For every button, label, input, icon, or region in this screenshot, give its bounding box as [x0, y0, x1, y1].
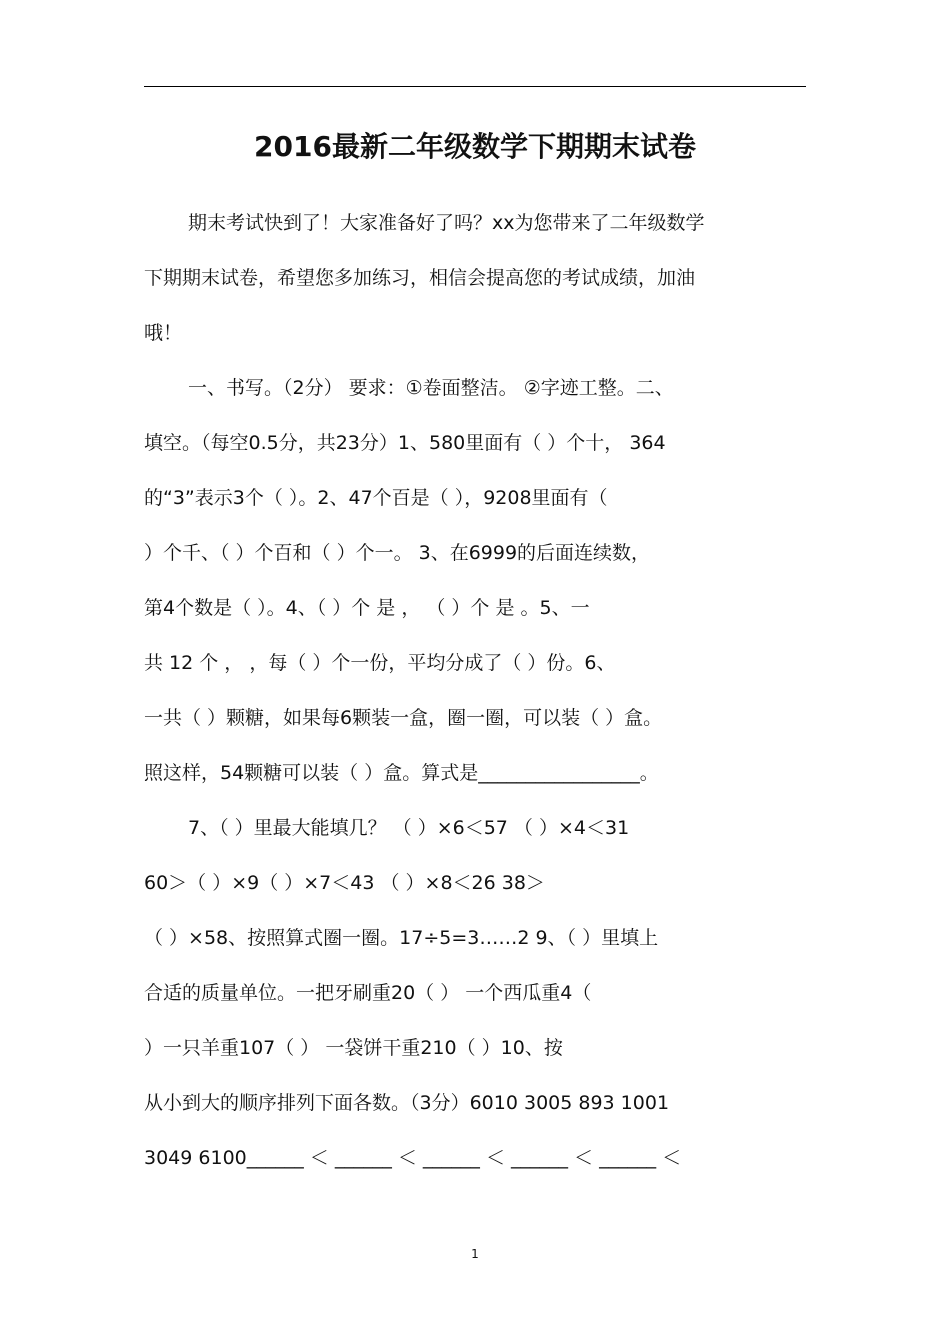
text-line: 从小到大的顺序排列下面各数。（3分）6010 3005 893 1001 [144, 1092, 670, 1114]
header-rule [144, 86, 806, 87]
text-line: 哦！ [144, 322, 183, 344]
text-line: 照这样，54颗糖可以装（ ）盒。算式是_________________。 [144, 762, 659, 784]
text-line: 填空。（每空0.5分，共23分）1、580里面有（ ）个十， 364 [144, 432, 666, 454]
intro-paragraph [144, 196, 806, 361]
text-line: 一共（ ）颗糖，如果每6颗装一盒，圈一圈，可以装（ ）盒。 [144, 707, 663, 729]
text-line: 下期期末试卷，希望您多加练习，相信会提高您的考试成绩，加油 [144, 267, 696, 289]
text-line: 一、书写。（2分） 要求：①卷面整洁。 ②字迹工整。二、 [188, 377, 674, 399]
text-line: ）个千、（ ）个百和（ ）个一。 3、在6999的后面连续数， [144, 542, 651, 564]
text-line: 3049 6100______ ＜ ______ ＜ ______ ＜ ______ ＜ ______ ＜ [144, 1147, 682, 1169]
page-number: 1 [471, 1247, 479, 1261]
text-line: 期末考试快到了！大家准备好了吗？xx为您带来了二年级数学 [188, 212, 705, 234]
questions-paragraph-1 [144, 361, 806, 801]
questions-paragraph-2 [144, 801, 806, 1186]
text-line: 第4个数是（ ）。4、（ ）个 是 ， （ ）个 是 。5、一 [144, 597, 590, 619]
text-line: （ ）×58、按照算式圈一圈。17÷5=3……2 9、（ ）里填上 [144, 927, 659, 949]
text-line: 的“3”表示3个（ ）。2、47个百是（ ），9208里面有（ [144, 487, 608, 509]
document-body [144, 196, 806, 1186]
text-line: 共 12 个 ， ，每（ ）个一份，平均分成了（ ）份。6、 [144, 652, 616, 674]
text-line: ）一只羊重107（ ） 一袋饼干重210（ ）10、按 [144, 1037, 563, 1059]
document-title: 2016最新二年级数学下期期末试卷 [254, 130, 696, 163]
text-line: 合适的质量单位。一把牙刷重20（ ） 一个西瓜重4（ [144, 982, 592, 1004]
text-line: 60＞（ ）×9（ ）×7＜43 （ ）×8＜26 38＞ [144, 872, 545, 894]
text-line: 7、（ ）里最大能填几？ （ ）×6＜57 （ ）×4＜31 [188, 817, 630, 839]
